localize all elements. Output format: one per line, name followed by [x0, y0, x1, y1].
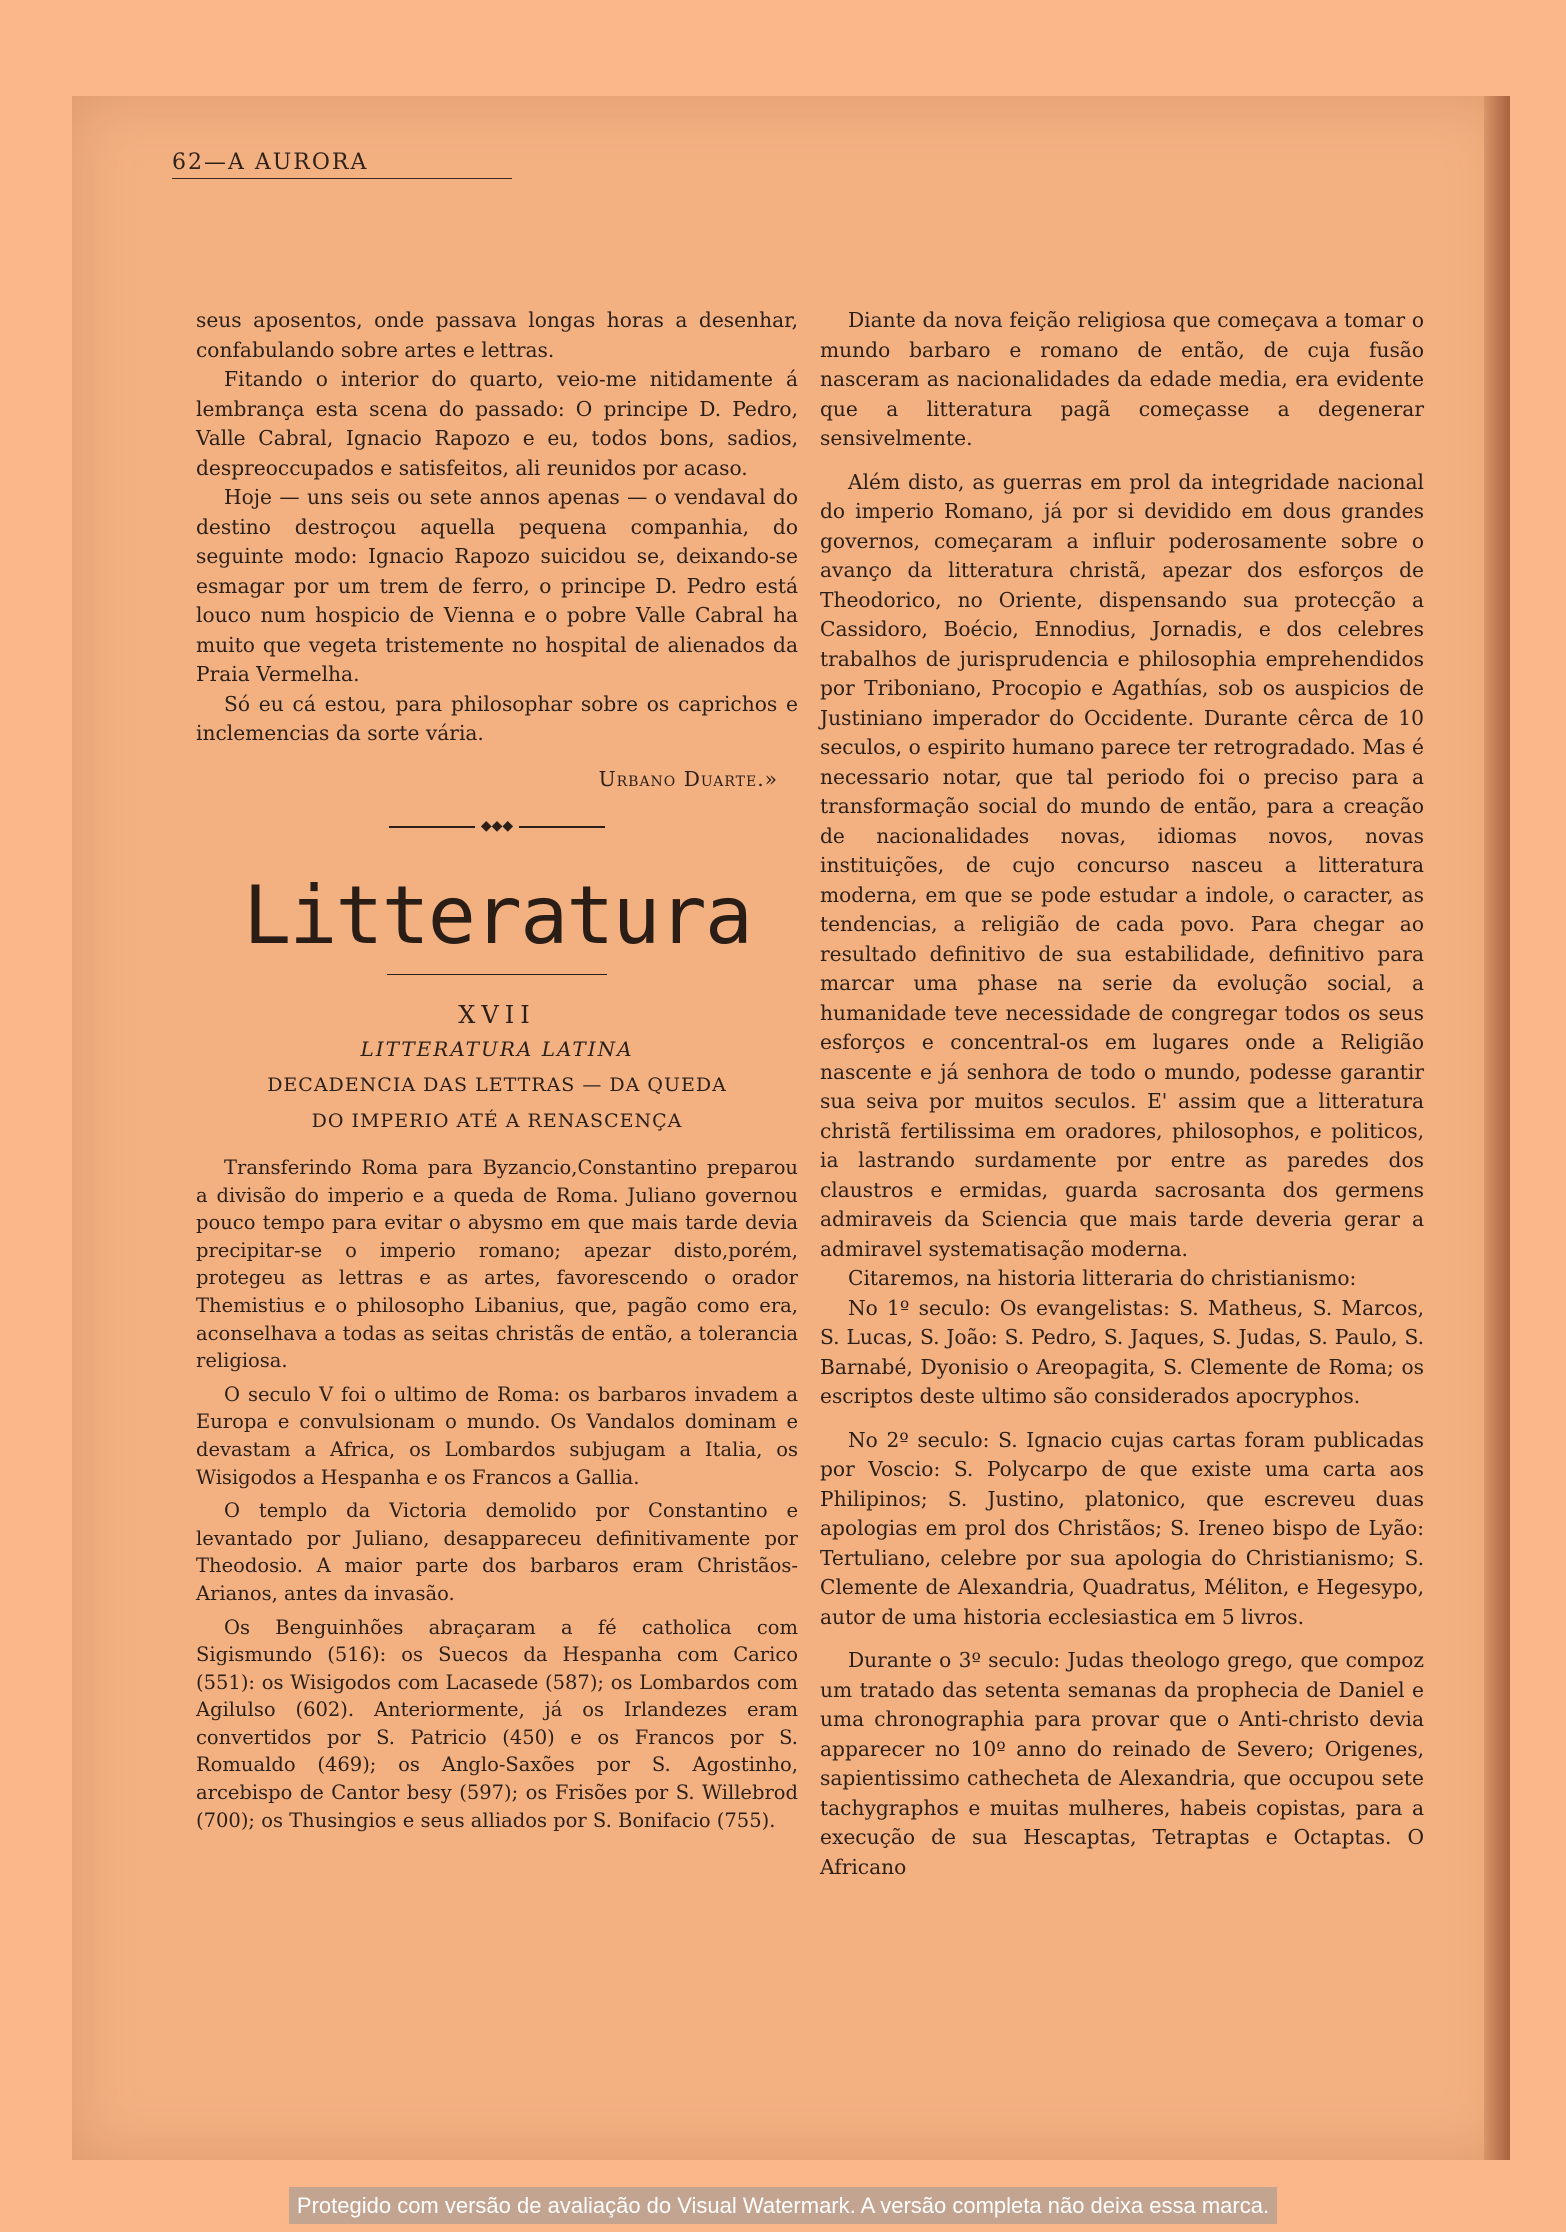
divider-line: [389, 826, 475, 828]
paragraph: Além disto, as guerras em prol da integridade nacional do imperio Romano, já por si devidido em dous grandes governos, começaram a influir poderosamente sobre o avanço da litteratura christã, apezar dos esforços de Theodorico, no Oriente, dispensando sua protecção a Cassidoro, Boécio, Ennodius, Jornadis, e dos celebres trabalhos de jurisprudencia e philosophia emprehendidos por Triboniano, Procopio e Agathías, sob os auspicios de Justiniano imperador do Occidente. Durante cêrca de 10 seculos, o espirito humano parece ter retrogradado. Mas é necessario notar, que tal periodo foi o preciso para a transformação social do mundo de então, para a creação de nacionalidades novas, idiomas novos, novas instituições, de cujo concurso nasceu a litteratura moderna, em que se pode estudar a indole, o caracter, as tendencias, a religião de cada povo. Para chegar ao resultado definitivo de sua estabilidade, definitivo para marcar uma phase na serie da evolução social, a humanidade teve necessidade de congregar todos os seus esforços e concentral-os em lugares onde a Religião nascente e já senhora de todo o mundo, podesse garantir sua seiva por muitos seculos. E' assim que a litteratura christã fertilissima em oradores, philosophos, e politicos, ia lastrando surdamente por entre as paredes dos claustros e ermidas, guarda sacrosanta dos germens admiraveis da Sciencia que mais tarde deveria gerar a admiravel systematisação moderna.: [820, 469, 1424, 1261]
chapter-heading-line-2: DO IMPERIO ATÉ A RENASCENÇA: [311, 1110, 683, 1132]
paragraph: No 1º seculo: Os evangelistas: S. Matheus, S. Marcos, S. Lucas, S. João: S. Pedro, S. Jaques, S. Judas, S. Paulo, S. Barnabé, Dyonisio o Areopagita, S. Clemente de Roma; os escriptos deste ultimo são considerados apocryphos.: [820, 1295, 1424, 1408]
page-spine-edge: [1484, 96, 1510, 2160]
paragraph: Fitando o interior do quarto, veio-me nitidamente á lembrança esta scena do passado: O principe D. Pedro, Valle Cabral, Ignacio Rapozo e eu, todos bons, sadios, despreoccupados e satisfeitos, ali reunidos por acaso.: [196, 367, 798, 480]
paragraph: Citaremos, na historia litteraria do christianismo:: [848, 1266, 1357, 1290]
paragraph: Durante o 3º seculo: Judas theologo grego, que compoz um tratado das setenta semanas da prophecia de Daniel e uma chronographia para provar que o Anti-christo devia apparecer no 10º anno do reinado de Severo; Origenes, sapientissimo cathecheta de Alexandria, que occupou sete tachygraphos e muitas mulheres, habeis copistas, para a execução de sua Hescaptas, Tetraptas e Octaptas. O Africano: [820, 1648, 1424, 1879]
paragraph: Diante da nova feição religiosa que começava a tomar o mundo barbaro e romano de então, de cuja fusão nasceram as nacionalidades da edade media, era evidente que a litteratura pagã começasse a degenerar sensivelmente.: [820, 308, 1424, 450]
title-rule: [387, 974, 607, 976]
diamond-ornament-icon: ◆◆◆: [480, 818, 514, 834]
paragraph: seus aposentos, onde passava longas horas a desenhar, confabulando sobre artes e lettras.: [196, 308, 798, 362]
chapter-heading-line-1: DECADENCIA DAS LETTRAS — DA QUEDA: [267, 1074, 727, 1096]
article-body-left: [196, 1154, 798, 1834]
left-column: [196, 306, 798, 1834]
chapter-number: XVII: [458, 1001, 536, 1029]
paragraph: O templo da Victoria demolido por Constantino e levantado por Juliano, desappareceu definitivamente por Theodosio. A maior parte dos barbaros eram Christãos-Arianos, antes da invasão.: [196, 1499, 798, 1605]
paragraph: Só eu cá estou, para philosophar sobre os caprichos e inclemencias da sorte vária.: [196, 691, 798, 745]
paragraph: No 2º seculo: S. Ignacio cujas cartas foram publicadas por Voscio: S. Polycarpo de que existe uma carta aos Philipinos; S. Justino, platonico, que escreveu duas apologias em prol dos Christãos; S. Ireneo bispo de Lyão: Tertuliano, celebre por sua apologia do Christianismo; S. Clemente de Alexandria, Quadratus, Méliton, e Hegesypo, autor de uma historia ecclesiastica em 5 livros.: [820, 1427, 1424, 1629]
watermark-text: Protegido com versão de avaliação do Visual Watermark. A versão completa não deixa essa marca.: [289, 2187, 1277, 2224]
paragraph: O seculo V foi o ultimo de Roma: os barbaros invadem a Europa e convulsionam o mundo. Os Vandalos dominam e devastam a Africa, os Lombardos subjugam a Italia, os Wisigodos a Hespanha e os Francos a Gallia.: [196, 1382, 798, 1489]
chapter-subtitle: LITTERATURA LATINA: [360, 1036, 634, 1061]
page-header: 62—A AURORA: [172, 148, 512, 179]
watermark-banner: [0, 2193, 1566, 2231]
paragraph: Transferindo Roma para Byzancio,Constantino preparou a divisão do imperio e a queda de Roma. Juliano governou pouco tempo para evitar o abysmo em que mais tarde devia precipitar-se o imperio romano; apezar disto,porém, protegeu as lettras e as artes, favorescendo o orador Themistius e o philosopho Libanius, que, pagão como era, aconselhava a todas as seitas christãs de então, a tolerancia religiosa.: [196, 1156, 798, 1373]
paragraph: Os Benguinhões abraçaram a fé catholica com Sigismundo (516): os Suecos da Hespanha com Carico (551): os Wisigodos com Lacasede (587); os Lombardos com Agilulso (602). Anteriormente, já os Irlandezes eram convertidos por S. Patricio (450) e os Francos por S. Romualdo (469); os Anglo-Saxões por S. Agostinho, arcebispo de Cantor besy (597); os Frisões por S. Willebrod (700); os Thusingios e seus alliados por S. Bonifacio (755).: [196, 1615, 798, 1832]
right-column: [820, 306, 1424, 1882]
ornamental-divider: [196, 812, 798, 842]
author-signature: Urbano Duarte.»: [598, 766, 778, 791]
divider-line: [519, 826, 605, 828]
section-title: Litteratura: [243, 868, 751, 962]
paragraph: Hoje — uns seis ou sete annos apenas — o vendaval do destino destroçou aquella pequena companhia, do seguinte modo: Ignacio Rapozo suicidou se, deixando-se esmagar por um trem de ferro, o principe D. Pedro está louco num hospicio de Vienna e o pobre Valle Cabral ha muito que vegeta tristemente no hospital de alienados da Praia Vermelha.: [196, 485, 798, 686]
